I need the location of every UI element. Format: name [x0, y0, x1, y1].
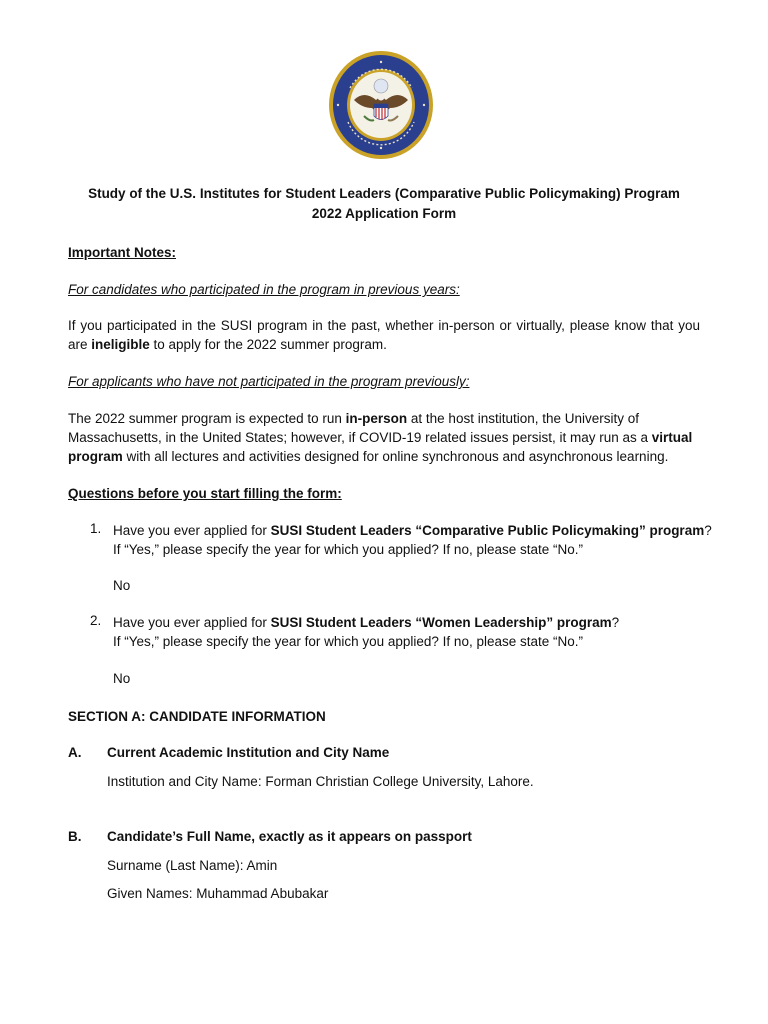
question-number: 2. — [90, 613, 102, 628]
text-segment: at the host institution, the University of Massachusetts, in the United States; however, if COVID-19 related issues persist, it may run as a — [68, 411, 652, 445]
past-candidates-text — [68, 316, 700, 354]
text-segment: with all lectures and activities designed for online synchronous and asynchronous learning. — [122, 449, 669, 464]
questions-heading: Questions before you start filling the form: — [68, 486, 342, 501]
program-name: SUSI Student Leaders “Comparative Public Policymaking” program — [270, 523, 705, 538]
program-name: SUSI Student Leaders “Women Leadership” program — [270, 615, 612, 630]
text-segment: Have you ever applied for — [113, 523, 271, 538]
in-person-emphasis: in-person — [345, 411, 408, 426]
new-applicants-text — [68, 409, 700, 466]
text-segment: ? — [611, 615, 620, 630]
item-letter-b: B. — [68, 829, 82, 844]
surname-field: Surname (Last Name): Amin — [107, 858, 278, 873]
ineligible-emphasis: ineligible — [91, 337, 150, 352]
question-number: 1. — [90, 521, 102, 536]
question-1 — [113, 521, 713, 540]
department-of-state-seal-icon — [328, 50, 434, 160]
item-letter-a: A. — [68, 745, 82, 760]
new-applicants-heading: For applicants who have not participated in the program previously: — [68, 374, 470, 389]
text-segment: to apply for the 2022 summer program. — [149, 337, 387, 352]
institution-field: Institution and City Name: Forman Christian College University, Lahore. — [107, 774, 534, 789]
question-2 — [113, 613, 713, 632]
virtual-program-emphasis: virtual program — [68, 430, 693, 464]
question-1-answer: No — [113, 578, 131, 593]
form-title: Study of the U.S. Institutes for Student Leaders (Comparative Public Policymaking) Program — [88, 186, 680, 201]
question-2-instruction: If “Yes,” please specify the year for which you applied? If no, please state “No.” — [113, 634, 584, 649]
form-subtitle: 2022 Application Form — [311, 206, 457, 221]
section-a-heading: SECTION A: CANDIDATE INFORMATION — [68, 709, 326, 724]
text-segment: ? — [704, 523, 712, 538]
question-1-instruction: If “Yes,” please specify the year for which you applied? If no, please state “No.” — [113, 542, 584, 557]
text-segment: The 2022 summer program is expected to run — [68, 411, 346, 426]
given-names-field: Given Names: Muhammad Abubakar — [107, 886, 329, 901]
question-2-answer: No — [113, 671, 131, 686]
important-notes-heading: Important Notes: — [68, 245, 176, 260]
text-segment: If you participated in the SUSI program in the past, whether in-person or virtually, please know that you are — [68, 318, 700, 352]
text-segment: Have you ever applied for — [113, 615, 271, 630]
past-candidates-heading: For candidates who participated in the program in previous years: — [68, 282, 460, 297]
full-name-heading: Candidate’s Full Name, exactly as it appears on passport — [107, 829, 472, 844]
institution-heading: Current Academic Institution and City Name — [107, 745, 390, 760]
